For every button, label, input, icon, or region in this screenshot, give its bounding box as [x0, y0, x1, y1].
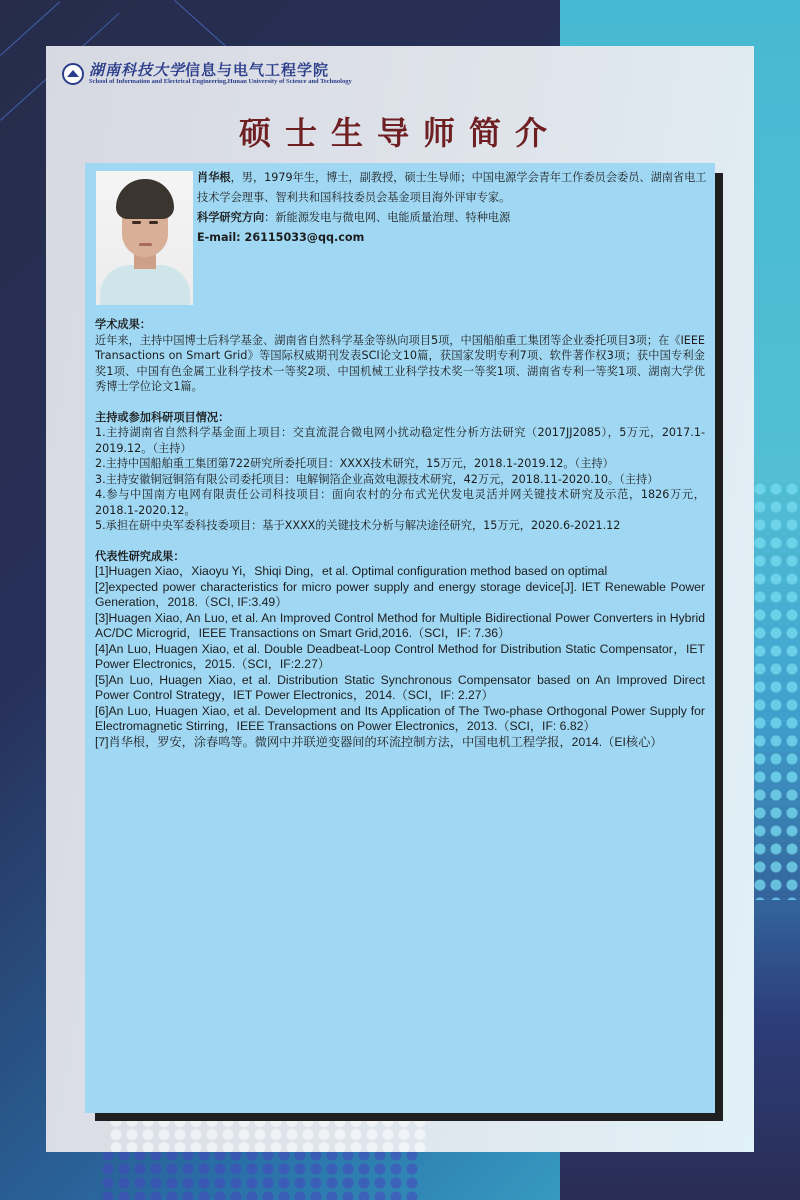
publication-item: [7]肖华根，罗安，涂春鸣等。微网中并联逆变器间的环流控制方法，中国电机工程学报，2014.（EI核心）	[95, 734, 663, 749]
school-name-en: School of Information and Electrical Engineering,Hunan University of Science and Technology	[89, 78, 352, 85]
project-item: 2.主持中国船舶重工集团第722研究所委托项目：XXXX技术研究，15万元，2018.1-2019.12。（主持）	[95, 457, 614, 470]
publications-section	[95, 549, 705, 751]
college-name: 信息与电气工程学院	[185, 61, 330, 79]
background-line	[174, 0, 227, 48]
profile-body	[95, 317, 705, 765]
research-label: 科学研究方向	[197, 211, 265, 224]
portrait-photo	[96, 171, 193, 305]
projects-section	[95, 410, 705, 534]
publication-item: [5]An Luo, Huagen Xiao, et al. Distribution Static Synchronous Compensator based on An Improved Direct Power Control Strategy，IET Power Electronics，2014.（SCI，IF: 2.27）	[95, 672, 705, 702]
profile-intro	[197, 168, 712, 248]
research-value: ：新能源发电与微电网、电能质量治理、特种电源	[264, 211, 511, 224]
email	[197, 228, 712, 248]
university-emblem-icon	[62, 63, 84, 85]
university-name: 湖南科技大学	[89, 61, 186, 79]
project-item: 4.参与中国南方电网有限责任公司科技项目：面向农村的分布式光伏发电灵活并网关键技术研究及示范，1826万元，2018.1-2020.12。	[95, 488, 705, 517]
research-direction	[197, 208, 712, 228]
project-item: 3.主持安徽铜冠铜箔有限公司委托项目：电解铜箔企业高效电源技术研究，42万元，2018.11-2020.10。（主持）	[95, 472, 659, 486]
profile-card	[85, 163, 715, 1113]
publications-title: 代表性研究成果：	[95, 549, 185, 563]
email-label: E-mail:	[197, 231, 245, 244]
achievements-section	[95, 317, 705, 395]
publication-item: [6]An Luo, Huagen Xiao, et al. Development and Its Application of The Two-phase Orthogonal Power Supply for Electromagnetic Stirring，IEEE Transactions on Power Electronics，2013.（SCI，IF: 6.82）	[95, 703, 705, 733]
person-name: 肖华根	[197, 171, 231, 184]
school-logo	[62, 62, 352, 86]
publication-item: [1]Huagen Xiao，Xiaoyu Yi，Shiqi Ding，et al. Optimal configuration method based on optimal	[95, 564, 608, 578]
project-item: 5.承担在研中央军委科技委项目：基于XXXX的关键技术分析与解决途径研究，15万元，2020.6-2021.12	[95, 519, 621, 532]
project-item: 1.主持湖南省自然科学基金面上项目：交直流混合微电网小扰动稳定性分析方法研究（2017JJ2085），5万元，2017.1-2019.12。（主持）	[95, 426, 705, 455]
achievements-title: 学术成果：	[95, 318, 151, 331]
publication-item: [2]expected power characteristics for micro power supply and energy storage device[J]. IET Renewable Power Generation，2018.（SCI, IF:3.49）	[95, 579, 705, 609]
school-name-cn	[89, 62, 352, 78]
achievements-text: 近年来，主持中国博士后科学基金、湖南省自然科学基金等纵向项目5项，中国船舶重工集团等企业委托项目3项；在《IEEE Transactions on Smart Grid》等国际权威期刊发表SCI论文10篇，获国家发明专利7项、软件著作权3项；获中国专利金奖1项、中国有色金属工业科学技术一等奖2项、中国机械工业科学技术奖一等奖1项、湖南省专利一等奖1项、湖南大学优秀博士学位论文1篇。	[95, 333, 705, 393]
page-title: 硕士生导师简介	[238, 114, 561, 152]
publication-item: [4]An Luo, Huagen Xiao, et al. Double Deadbeat-Loop Control Method for Distribution Static Compensator，IET Power Electronics，2015.（SCI，IF:2.27）	[95, 641, 705, 671]
email-link[interactable]: 26115033@qq.com	[244, 231, 365, 244]
projects-title: 主持或参加科研项目情况：	[95, 410, 230, 424]
publication-item: [3]Huagen Xiao, An Luo, et al. An Improved Control Method for Multiple Bidirectional Power Converters in Hybrid AC/DC Microgrid，IEEE Transactions on Smart Grid,2016.（SCI，IF: 7.36）	[95, 610, 705, 640]
bio-text: ，男，1979年生，博士，副教授，硕士生导师；中国电源学会青年工作委员会委员、湖南省电工技术学会理事、智利共和国科技委员会基金项目海外评审专家。	[197, 171, 707, 204]
bio	[197, 168, 712, 208]
